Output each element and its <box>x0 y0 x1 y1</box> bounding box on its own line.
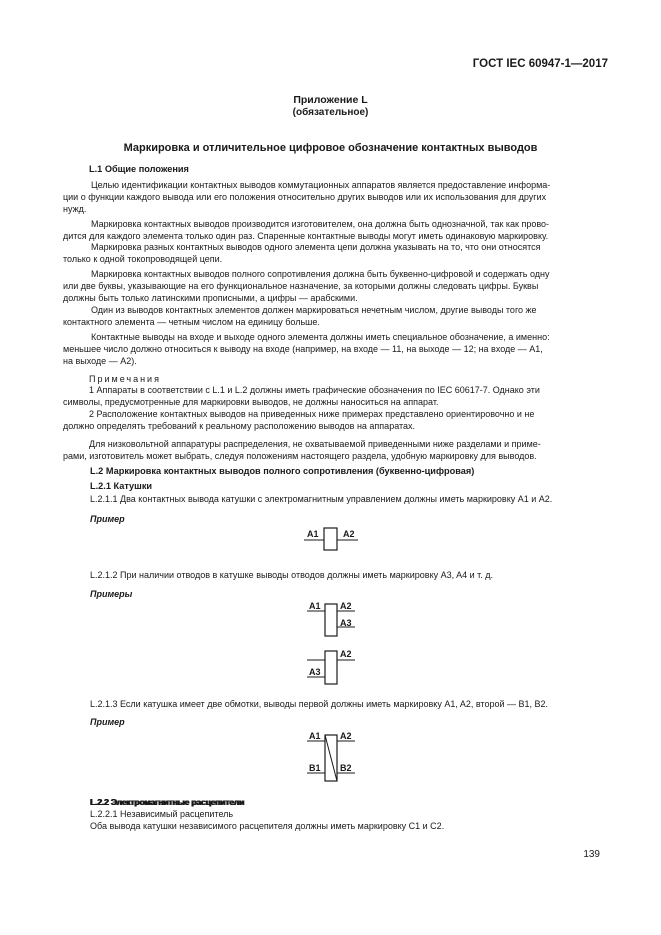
terminal-label-a1: A1 <box>309 601 321 611</box>
paragraph-line: рами, изготовитель может выбрать, следуя положениям настоящего раздела, удобную маркировку для выводов. <box>63 450 537 461</box>
terminal-label-a1: A1 <box>307 529 319 539</box>
clause-l212: L.2.1.2 При наличии отводов в катушке выводы отводов должны иметь маркировку A3, A4 и т. д. <box>90 570 494 580</box>
paragraph-line: дится для каждого элемента только один раз. Спаренные контактные выводы могут иметь одинаковую маркировку. <box>63 230 549 241</box>
winding-divider <box>325 735 337 781</box>
section-l21-heading: L.2.1 Катушки <box>90 481 153 491</box>
paragraph-line: Для низковольтной аппаратуры распределения, не охватываемой приведенными ниже разделами и приме- <box>89 439 541 450</box>
coil-diagram-simple <box>300 524 370 552</box>
appendix-title: Приложение L <box>293 94 368 106</box>
paragraph-line: Контактные выводы на входе и выходе одного элемента должны иметь специальное обозначение, а именно: <box>91 331 550 342</box>
terminal-label-a2: A2 <box>340 731 352 741</box>
paragraph-line: Целью идентификации контактных выводов коммутационных аппаратов является предоставление информа- <box>91 179 551 190</box>
coil-symbol <box>325 604 337 636</box>
clause-l221: L.2.2.1 Независимый расцепитель <box>90 809 234 819</box>
paragraph-line: на выходе — A2). <box>63 355 137 366</box>
clause-l211: L.2.1.1 Два контактных вывода катушки с электромагнитным управлением должны иметь маркировку A1 и A2. <box>90 494 553 504</box>
terminal-label-a2: A2 <box>343 529 355 539</box>
paragraph-line: должны быть только латинскими прописными, а цифры — арабскими. <box>63 293 358 304</box>
note-line: символы, предусмотренные для маркировки выводов, не должны наноситься на аппарат. <box>63 397 439 408</box>
examples-label: Примеры <box>90 589 133 599</box>
page-number: 139 <box>583 849 600 860</box>
clause-l221-text: Оба вывода катушки независимого расцепителя должны иметь маркировку C1 и C2. <box>90 821 445 831</box>
section-l2-heading: L.2 Маркировка контактных выводов полного сопротивления (буквенно-цифровая) <box>90 466 475 476</box>
paragraph-line: Маркировка контактных выводов полного сопротивления должна быть буквенно-цифровой и содержать одну <box>91 269 550 280</box>
paragraph-line: только к одной токопроводящей цепи. <box>63 254 223 265</box>
note-line: должно определять требований к реальному расположению выводов на аппаратах. <box>63 421 416 432</box>
coil-symbol <box>325 651 337 684</box>
paragraph-line: Один из выводов контактных элементов должен маркироваться нечетным числом, другие выводы того же <box>91 304 537 315</box>
coil-symbol <box>324 528 337 550</box>
section-l1 <box>63 164 598 463</box>
paragraph-line: Маркировка разных контактных выводов одного элемента цепи должна указывать на то, что они относятся <box>91 242 541 253</box>
paragraph-line: нужд. <box>63 203 87 214</box>
terminal-label-a3: A3 <box>340 618 352 628</box>
terminal-label-a2: A2 <box>340 649 352 659</box>
clause-l213: L.2.1.3 Если катушка имеет две обмотки, выводы первой должны иметь маркировку A1, A2, второй — B1, B2. <box>90 699 549 709</box>
paragraph-line: меньшее число должно относиться к выводу на входе (например, на входе — 11, на выходе — 12; на входе — A1, <box>63 343 543 354</box>
terminal-label-a3: A3 <box>309 667 321 677</box>
terminal-label-b1: B1 <box>309 763 321 773</box>
note-line: 1 Аппараты в соответствии с L.1 и L.2 должны иметь графические обозначения по IEC 60617-7. Однако эти <box>89 385 540 396</box>
paragraph-line: Маркировка контактных выводов производится изготовителем, она должна быть однозначной, так как прово- <box>91 218 550 229</box>
appendix-status: (обязательное) <box>292 107 369 118</box>
main-title: Маркировка и отличительное цифровое обозначение контактных выводов <box>123 142 538 154</box>
coil-diagram-tap-lower <box>305 646 365 688</box>
coil-diagram-tap-upper <box>305 597 365 639</box>
example-label: Пример <box>90 717 125 727</box>
paragraph-line: ции о функции каждого вывода или его положения относительно других выводов или их использования для других <box>63 191 547 202</box>
paragraph-line: или две буквы, указывающие на его функциональное назначение, за которыми должны следовать цифры. Буквы <box>63 281 539 292</box>
terminal-label-a1: A1 <box>309 731 321 741</box>
note-line: 2 Расположение контактных выводов на приведенных ниже примерах представлено ориентировочно и не <box>89 409 535 420</box>
document-header: ГОСТ IEC 60947-1—2017 <box>472 58 608 70</box>
section-l1-heading: L.1 Общие положения <box>89 164 189 174</box>
notes-label: Примечания <box>89 373 161 384</box>
coil-diagram-two-windings <box>305 726 365 784</box>
terminal-label-a2: A2 <box>340 601 352 611</box>
example-label: Пример <box>90 514 125 524</box>
terminal-label-b2: B2 <box>340 763 352 773</box>
paragraph-line: контактного элемента — четным числом на единицу больше. <box>63 316 320 327</box>
section-l22-heading: L.2.2 Электромагнитные расцепители <box>90 797 245 807</box>
